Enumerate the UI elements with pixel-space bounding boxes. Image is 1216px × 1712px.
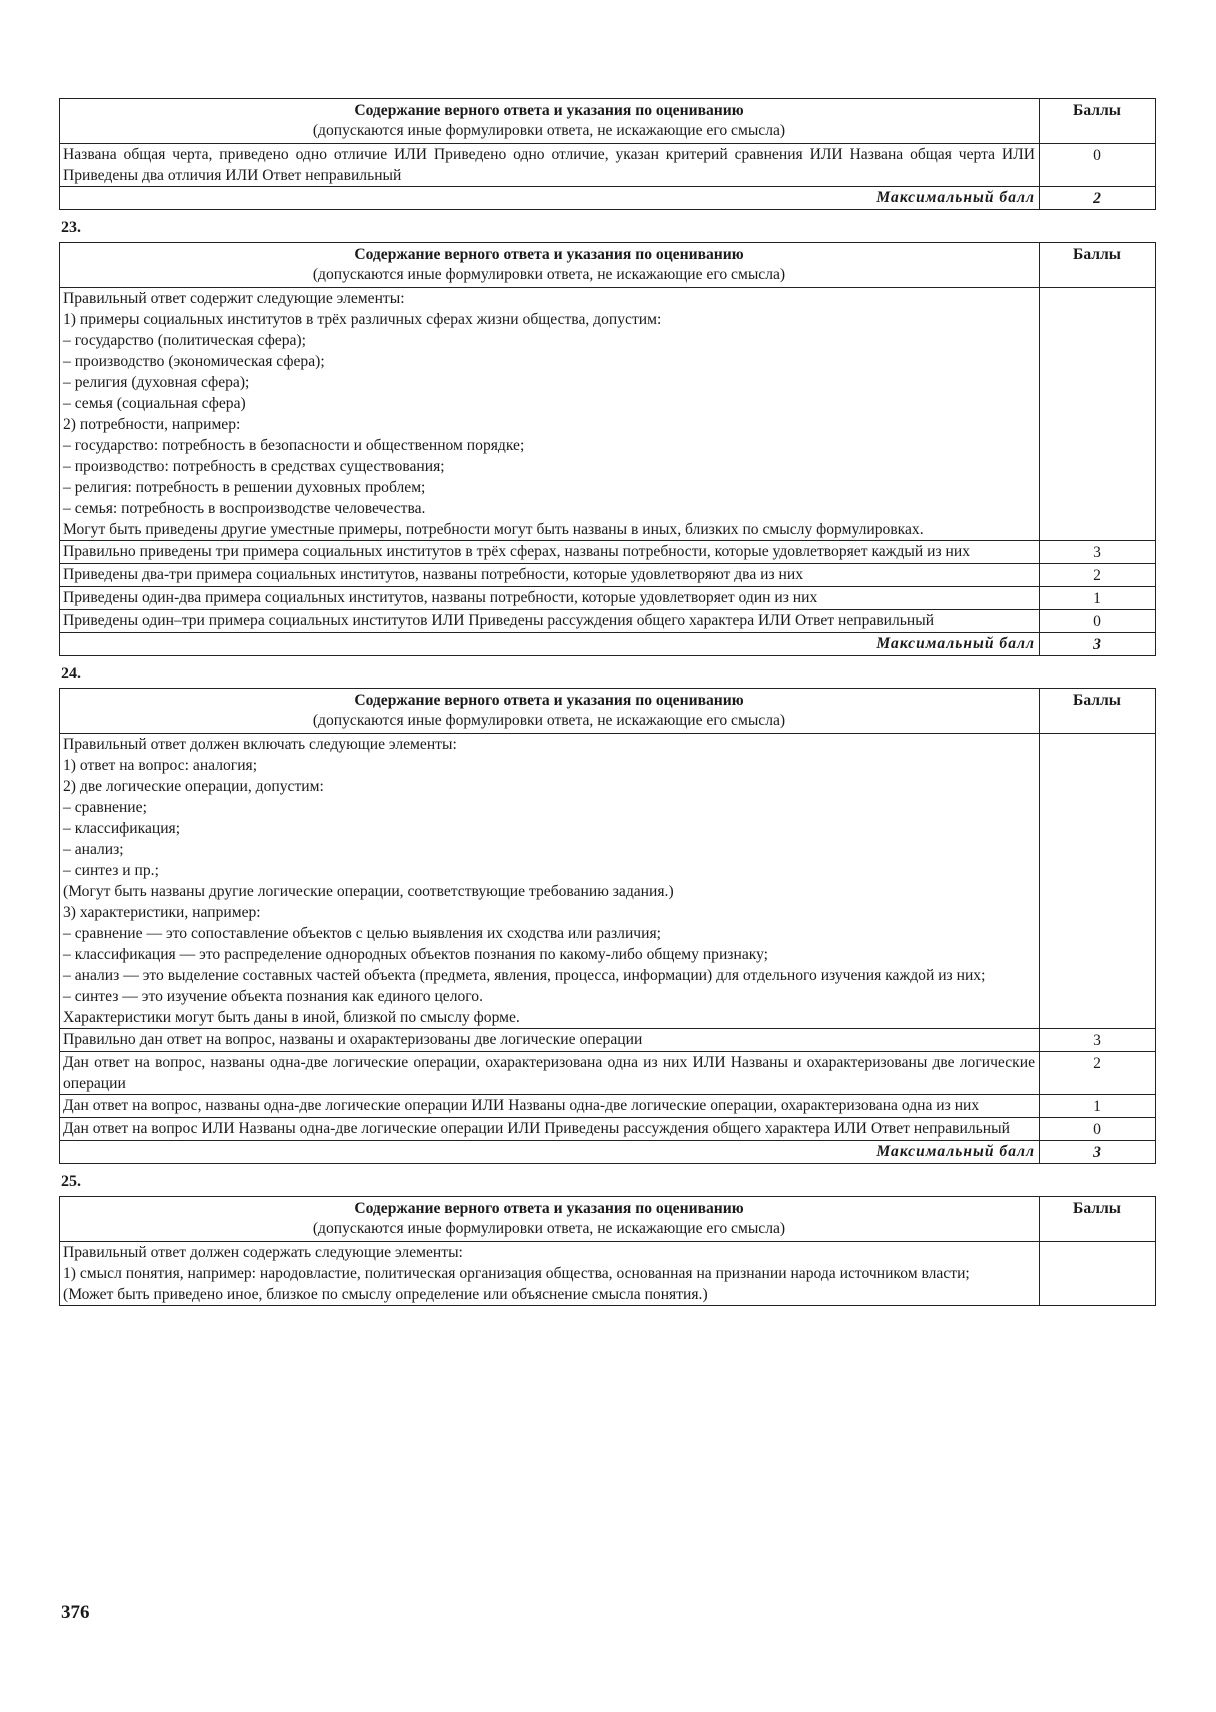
answer-content-line: (Могут быть названы другие логические операции, соответствующие требованию задания.) <box>63 883 674 900</box>
table-header-row <box>60 99 1156 144</box>
criterion-text: Названа общая черта, приведено одно отличие ИЛИ Приведено одно отличие, указан критерий сравнения ИЛИ Названа общая черта ИЛИ Приведены два отличия ИЛИ Ответ неправильный <box>60 144 1040 187</box>
criterion-score: 0 <box>1040 1118 1156 1141</box>
answer-content-line: – семья (социальная сфера) <box>63 395 246 412</box>
header-cell <box>60 689 1040 734</box>
task-number: 24. <box>61 665 81 682</box>
answer-content-line: Могут быть приведены другие уместные примеры, потребности могут быть названы в иных, близких по смыслу формулировках. <box>63 521 924 538</box>
answer-content-line: Правильный ответ должен содержать следующие элементы: <box>63 1244 463 1261</box>
answer-content-line: – классификация; <box>63 820 181 837</box>
answer-content-line: 2) потребности, например: <box>63 416 241 433</box>
header-score-label: Баллы <box>1073 246 1121 263</box>
answer-key-page <box>59 98 1159 1306</box>
criterion-row <box>60 587 1156 610</box>
criterion-score: 1 <box>1040 587 1156 610</box>
criterion-text: Приведены один–три примера социальных институтов ИЛИ Приведены рассуждения общего характера ИЛИ Ответ неправильный <box>60 610 1040 633</box>
answer-content-line: – синтез — это изучение объекта познания как единого целого. <box>63 988 484 1005</box>
max-score-value: 3 <box>1040 1141 1156 1164</box>
answer-content-line: – сравнение — это сопоставление объектов с целью выявления их сходства или различия; <box>63 925 661 942</box>
max-score-value: 3 <box>1040 633 1156 656</box>
criterion-text: Дан ответ на вопрос ИЛИ Названы одна-две логические операции ИЛИ Приведены рассуждения общего характера ИЛИ Ответ неправильный <box>60 1118 1040 1141</box>
answer-content-line: – анализ; <box>63 841 124 858</box>
answer-content-line: Правильный ответ должен включать следующие элементы: <box>63 736 457 753</box>
criterion-row <box>60 564 1156 587</box>
max-score-label: Максимальный балл <box>60 633 1040 656</box>
criterion-text: Дан ответ на вопрос, названы одна-две логические операции, охарактеризована одна из них ИЛИ Названы и охарактеризованы две логические операции <box>60 1052 1040 1095</box>
header-score-label: Баллы <box>1073 1200 1121 1217</box>
task-number: 25. <box>61 1173 81 1190</box>
header-subtitle: (допускаются иные формулировки ответа, не искажающие его смысла) <box>312 266 786 283</box>
answer-content-cell <box>60 1242 1040 1306</box>
criterion-text: Приведены один-два примера социальных институтов, названы потребности, которые удовлетворяет один из них <box>60 587 1040 610</box>
answer-content-line: (Может быть приведено иное, близкое по смыслу определение или объяснение смысла понятия.) <box>63 1286 708 1303</box>
header-subtitle: (допускаются иные формулировки ответа, не искажающие его смысла) <box>312 712 786 729</box>
criterion-score: 0 <box>1040 610 1156 633</box>
scoring-table <box>59 242 1156 656</box>
scoring-table <box>59 98 1156 210</box>
answer-content-line: – государство (политическая сфера); <box>63 332 306 349</box>
answer-content-line: 1) ответ на вопрос: аналогия; <box>63 757 258 774</box>
table-header-row <box>60 689 1156 734</box>
answer-content-line: 1) примеры социальных институтов в трёх различных сферах жизни общества, допустим: <box>63 311 662 328</box>
header-score-cell <box>1040 1197 1156 1242</box>
criterion-score: 2 <box>1040 564 1156 587</box>
answer-content-line: – религия (духовная сфера); <box>63 374 250 391</box>
answer-content-line: 1) смысл понятия, например: народовластие, политическая организация общества, основанная на признании народа источником власти; <box>63 1265 970 1282</box>
empty-score-cell <box>1040 734 1156 1029</box>
header-title: Содержание верного ответа и указания по оцениванию <box>354 102 744 119</box>
answer-content-cell <box>60 288 1040 541</box>
header-title: Содержание верного ответа и указания по оцениванию <box>354 692 744 709</box>
empty-score-cell <box>1040 1242 1156 1306</box>
page-number: 376 <box>61 1602 90 1623</box>
criterion-score: 2 <box>1040 1052 1156 1095</box>
answer-content-line: – государство: потребность в безопасности и общественном порядке; <box>63 437 525 454</box>
header-score-cell <box>1040 99 1156 144</box>
header-cell <box>60 243 1040 288</box>
answer-content-line: – производство: потребность в средствах существования; <box>63 458 445 475</box>
answer-content-cell <box>60 734 1040 1029</box>
max-score-value: 2 <box>1040 187 1156 210</box>
header-score-cell <box>1040 689 1156 734</box>
max-score-label: Максимальный балл <box>60 1141 1040 1164</box>
answer-content-line: – классификация — это распределение однородных объектов познания по какому-либо общему признаку; <box>63 946 769 963</box>
header-score-cell <box>1040 243 1156 288</box>
criterion-score: 0 <box>1040 144 1156 187</box>
header-cell <box>60 99 1040 144</box>
scoring-table <box>59 688 1156 1164</box>
task-number: 23. <box>61 219 81 236</box>
header-title: Содержание верного ответа и указания по оцениванию <box>354 246 744 263</box>
answer-content-line: 3) характеристики, например: <box>63 904 261 921</box>
criterion-text: Правильно дан ответ на вопрос, названы и охарактеризованы две логические операции <box>60 1029 1040 1052</box>
criterion-text: Правильно приведены три примера социальных институтов в трёх сферах, названы потребности, которые удовлетворяет каждый из них <box>60 541 1040 564</box>
scoring-table <box>59 1196 1156 1306</box>
header-subtitle: (допускаются иные формулировки ответа, не искажающие его смысла) <box>312 122 786 139</box>
header-title: Содержание верного ответа и указания по оцениванию <box>354 1200 744 1217</box>
header-cell <box>60 1197 1040 1242</box>
answer-content-line: – синтез и пр.; <box>63 862 159 879</box>
criterion-row <box>60 1118 1156 1141</box>
answer-content-line: – семья: потребность в воспроизводстве человечества. <box>63 500 426 517</box>
answer-content-line: Характеристики могут быть даны в иной, близкой по смыслу форме. <box>63 1009 520 1026</box>
criterion-row <box>60 1095 1156 1118</box>
answer-content-line: – религия: потребность в решении духовных проблем; <box>63 479 426 496</box>
max-score-row <box>60 187 1156 210</box>
answer-content-line: 2) две логические операции, допустим: <box>63 778 324 795</box>
header-subtitle: (допускаются иные формулировки ответа, не искажающие его смысла) <box>312 1220 786 1237</box>
criterion-score: 1 <box>1040 1095 1156 1118</box>
criterion-text: Приведены два-три примера социальных институтов, названы потребности, которые удовлетворяют два из них <box>60 564 1040 587</box>
answer-content-line: – сравнение; <box>63 799 147 816</box>
max-score-row <box>60 1141 1156 1164</box>
content-row <box>60 734 1156 1029</box>
header-score-label: Баллы <box>1073 102 1121 119</box>
max-score-row <box>60 633 1156 656</box>
content-row <box>60 288 1156 541</box>
header-score-label: Баллы <box>1073 692 1121 709</box>
criterion-score: 3 <box>1040 1029 1156 1052</box>
table-header-row <box>60 1197 1156 1242</box>
empty-score-cell <box>1040 288 1156 541</box>
answer-content-line: – анализ — это выделение составных частей объекта (предмета, явления, процесса, информации) для отдельного изучения каждой из них; <box>63 967 986 984</box>
criterion-row <box>60 1029 1156 1052</box>
criterion-score: 3 <box>1040 541 1156 564</box>
max-score-label: Максимальный балл <box>60 187 1040 210</box>
criterion-row <box>60 610 1156 633</box>
criterion-row <box>60 1052 1156 1095</box>
criterion-row <box>60 541 1156 564</box>
criterion-text: Дан ответ на вопрос, названы одна-две логические операции ИЛИ Названы одна-две логические операции, охарактеризована одна из них <box>60 1095 1040 1118</box>
answer-content-line: – производство (экономическая сфера); <box>63 353 325 370</box>
criterion-row <box>60 144 1156 187</box>
content-row <box>60 1242 1156 1306</box>
answer-content-line: Правильный ответ содержит следующие элементы: <box>63 290 405 307</box>
table-header-row <box>60 243 1156 288</box>
